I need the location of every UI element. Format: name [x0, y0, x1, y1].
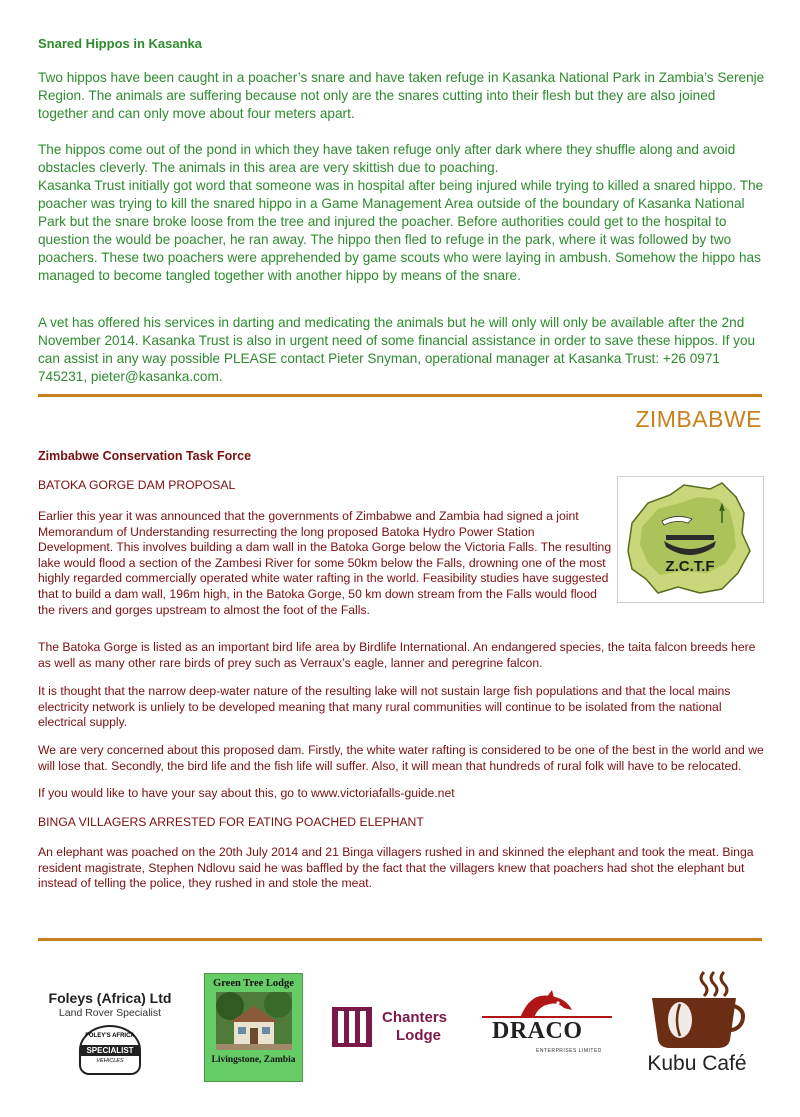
foleys-badge-top: FOLEY'S AFRICA [85, 1033, 135, 1039]
chanters-emblem-icon [332, 1007, 372, 1047]
kasanka-paragraph-3: Kasanka Trust initially got word that someone was in hospital after being injured while trying to killed a snared hippo. The poacher was trying to kill the snared hippo in a Game Management Area outside of the boundary of Kasanka National Park but the snare broke loose from the tree and injured the poacher. Before authorities could get to the hospital to question the would be poacher, he ran away. The hippo then fled to refuge in the park, where it was followed by two poachers. These two poachers were apprehended by game scouts who were laying in ambush. Somehow the hippo has managed to become tangled together with another hippo by means of the snare. [38, 178, 764, 283]
batoka-paragraph-3: It is thought that the narrow deep-water nature of the resulting lake will not sustain large fish populations and that the local mains electricity network is unliely to be developed meaning that many rural communities will continue to be isolated from the national electrical supply. [38, 684, 731, 730]
batoka-paragraph-2: The Batoka Gorge is listed as an important bird life area by Birdlife International. An endangered species, the taita falcon breeds here as well as many other rare birds of prey such as Verraux’s eagle, lanner and peregrine falcon. [38, 640, 756, 670]
foleys-name: Foleys (Africa) Ltd [48, 990, 172, 1006]
batoka-paragraph-4: We are very concerned about this proposed dam. Firstly, the white water rafting is considered to be one of the best in the world and we will lose that. Secondly, the bird life and the fish life will suffer. Also, it will mean that hundreds of rural folk will have to be relocated. [38, 743, 764, 773]
chanters-line1: Chanters [382, 1009, 448, 1026]
section-divider-bottom [38, 938, 762, 941]
green-tree-top-text: Green Tree Lodge [213, 978, 294, 989]
green-tree-bottom-text: Livingstone, Zambia [211, 1055, 296, 1065]
kasanka-paragraph-2: The hippos come out of the pond in which they have taken refuge only after dark where they shuffle along and avoid obstacles cleverly. The animals in this area are very skittish due to poaching. [38, 142, 736, 175]
chanters-lodge-logo [330, 1003, 468, 1051]
foleys-tagline: Land Rover Specialist [58, 1007, 162, 1019]
zctf-logo-text: Z.C.T.F [665, 558, 715, 575]
foleys-badge-main: SPECIALIST [81, 1045, 139, 1056]
foleys-logo [40, 990, 180, 1084]
chanters-line2: Lodge [396, 1027, 441, 1044]
draco-subtitle: ENTERPRISES LIMITED [536, 1048, 602, 1054]
batoka-link-paragraph: If you would like to have your say about this, go to www.victoriafalls-guide.net [38, 786, 455, 800]
batoka-heading: BATOKA GORGE DAM PROPOSAL [38, 478, 236, 492]
kubu-cafe-logo [632, 968, 762, 1080]
kasanka-article-title: Snared Hippos in Kasanka [38, 36, 202, 51]
zctf-logo [617, 476, 764, 603]
draco-name: DRACO [492, 1018, 583, 1044]
coffee-cup-icon [642, 968, 746, 1050]
lodge-photo-icon [216, 992, 292, 1050]
zimbabwe-map-icon [618, 477, 763, 602]
batoka-paragraph-1: Earlier this year it was announced that the governments of Zimbabwe and Zambia had signed a joint Memorandum of Understanding resurrecting the long proposed Batoka Hydro Power Station Development. This involves building a dam wall in the Batoka Gorge below the Victoria Falls. The resulting lake would flood a section of the Zambesi River for some 50km below the Falls, drowning one of the most highly regarded commercially operated white water rafting in the world. Feasibility studies have suggested that to build a dam wall, 196m high, in the Batoka Gorge, 50 km down stream from the Falls would flood the rivers and gorges upstream to almost the foot of the Falls. [38, 509, 612, 617]
foleys-badge [79, 1025, 141, 1075]
binga-heading: BINGA VILLAGERS ARRESTED FOR EATING POACHED ELEPHANT [38, 815, 424, 829]
green-tree-lodge-logo [204, 973, 303, 1082]
binga-paragraph: An elephant was poached on the 20th July 2014 and 21 Binga villagers rushed in and skinned the elephant and took the meat. Binga resident magistrate, Stephen Ndlovu said he was baffled by the fact that the villagers knew that poachers had shot the elephant but instead of telling the police, they rushed in and stole the meat. [38, 845, 754, 891]
kasanka-paragraph-4: A vet has offered his services in darting and medicating the animals but he will only will only be available after the 2nd November 2014. Kasanka Trust is also in urgent need of some financial assistance in order to save these hippos. If you can assist in any way possible PLEASE contact Pieter Snyman, operational manager at Kasanka Trust: +26 0971 745231, pieter@kasanka.com. [38, 315, 756, 384]
foleys-badge-bottom: VEHICLES [96, 1058, 124, 1064]
kubu-cafe-name: Kubu Café [647, 1052, 747, 1075]
section-divider-top [38, 394, 762, 397]
draco-logo [480, 988, 615, 1060]
kasanka-paragraph-1: Two hippos have been caught in a poacher’s snare and have taken refuge in Kasanka National Park in Zambia’s Serenje Region. The animals are suffering because not only are the snares cutting into their flesh but they are also joined together and can only move about four meters apart. [38, 70, 765, 121]
zimbabwe-section-heading: ZIMBABWE [635, 406, 762, 432]
zctf-article-title: Zimbabwe Conservation Task Force [38, 449, 252, 463]
